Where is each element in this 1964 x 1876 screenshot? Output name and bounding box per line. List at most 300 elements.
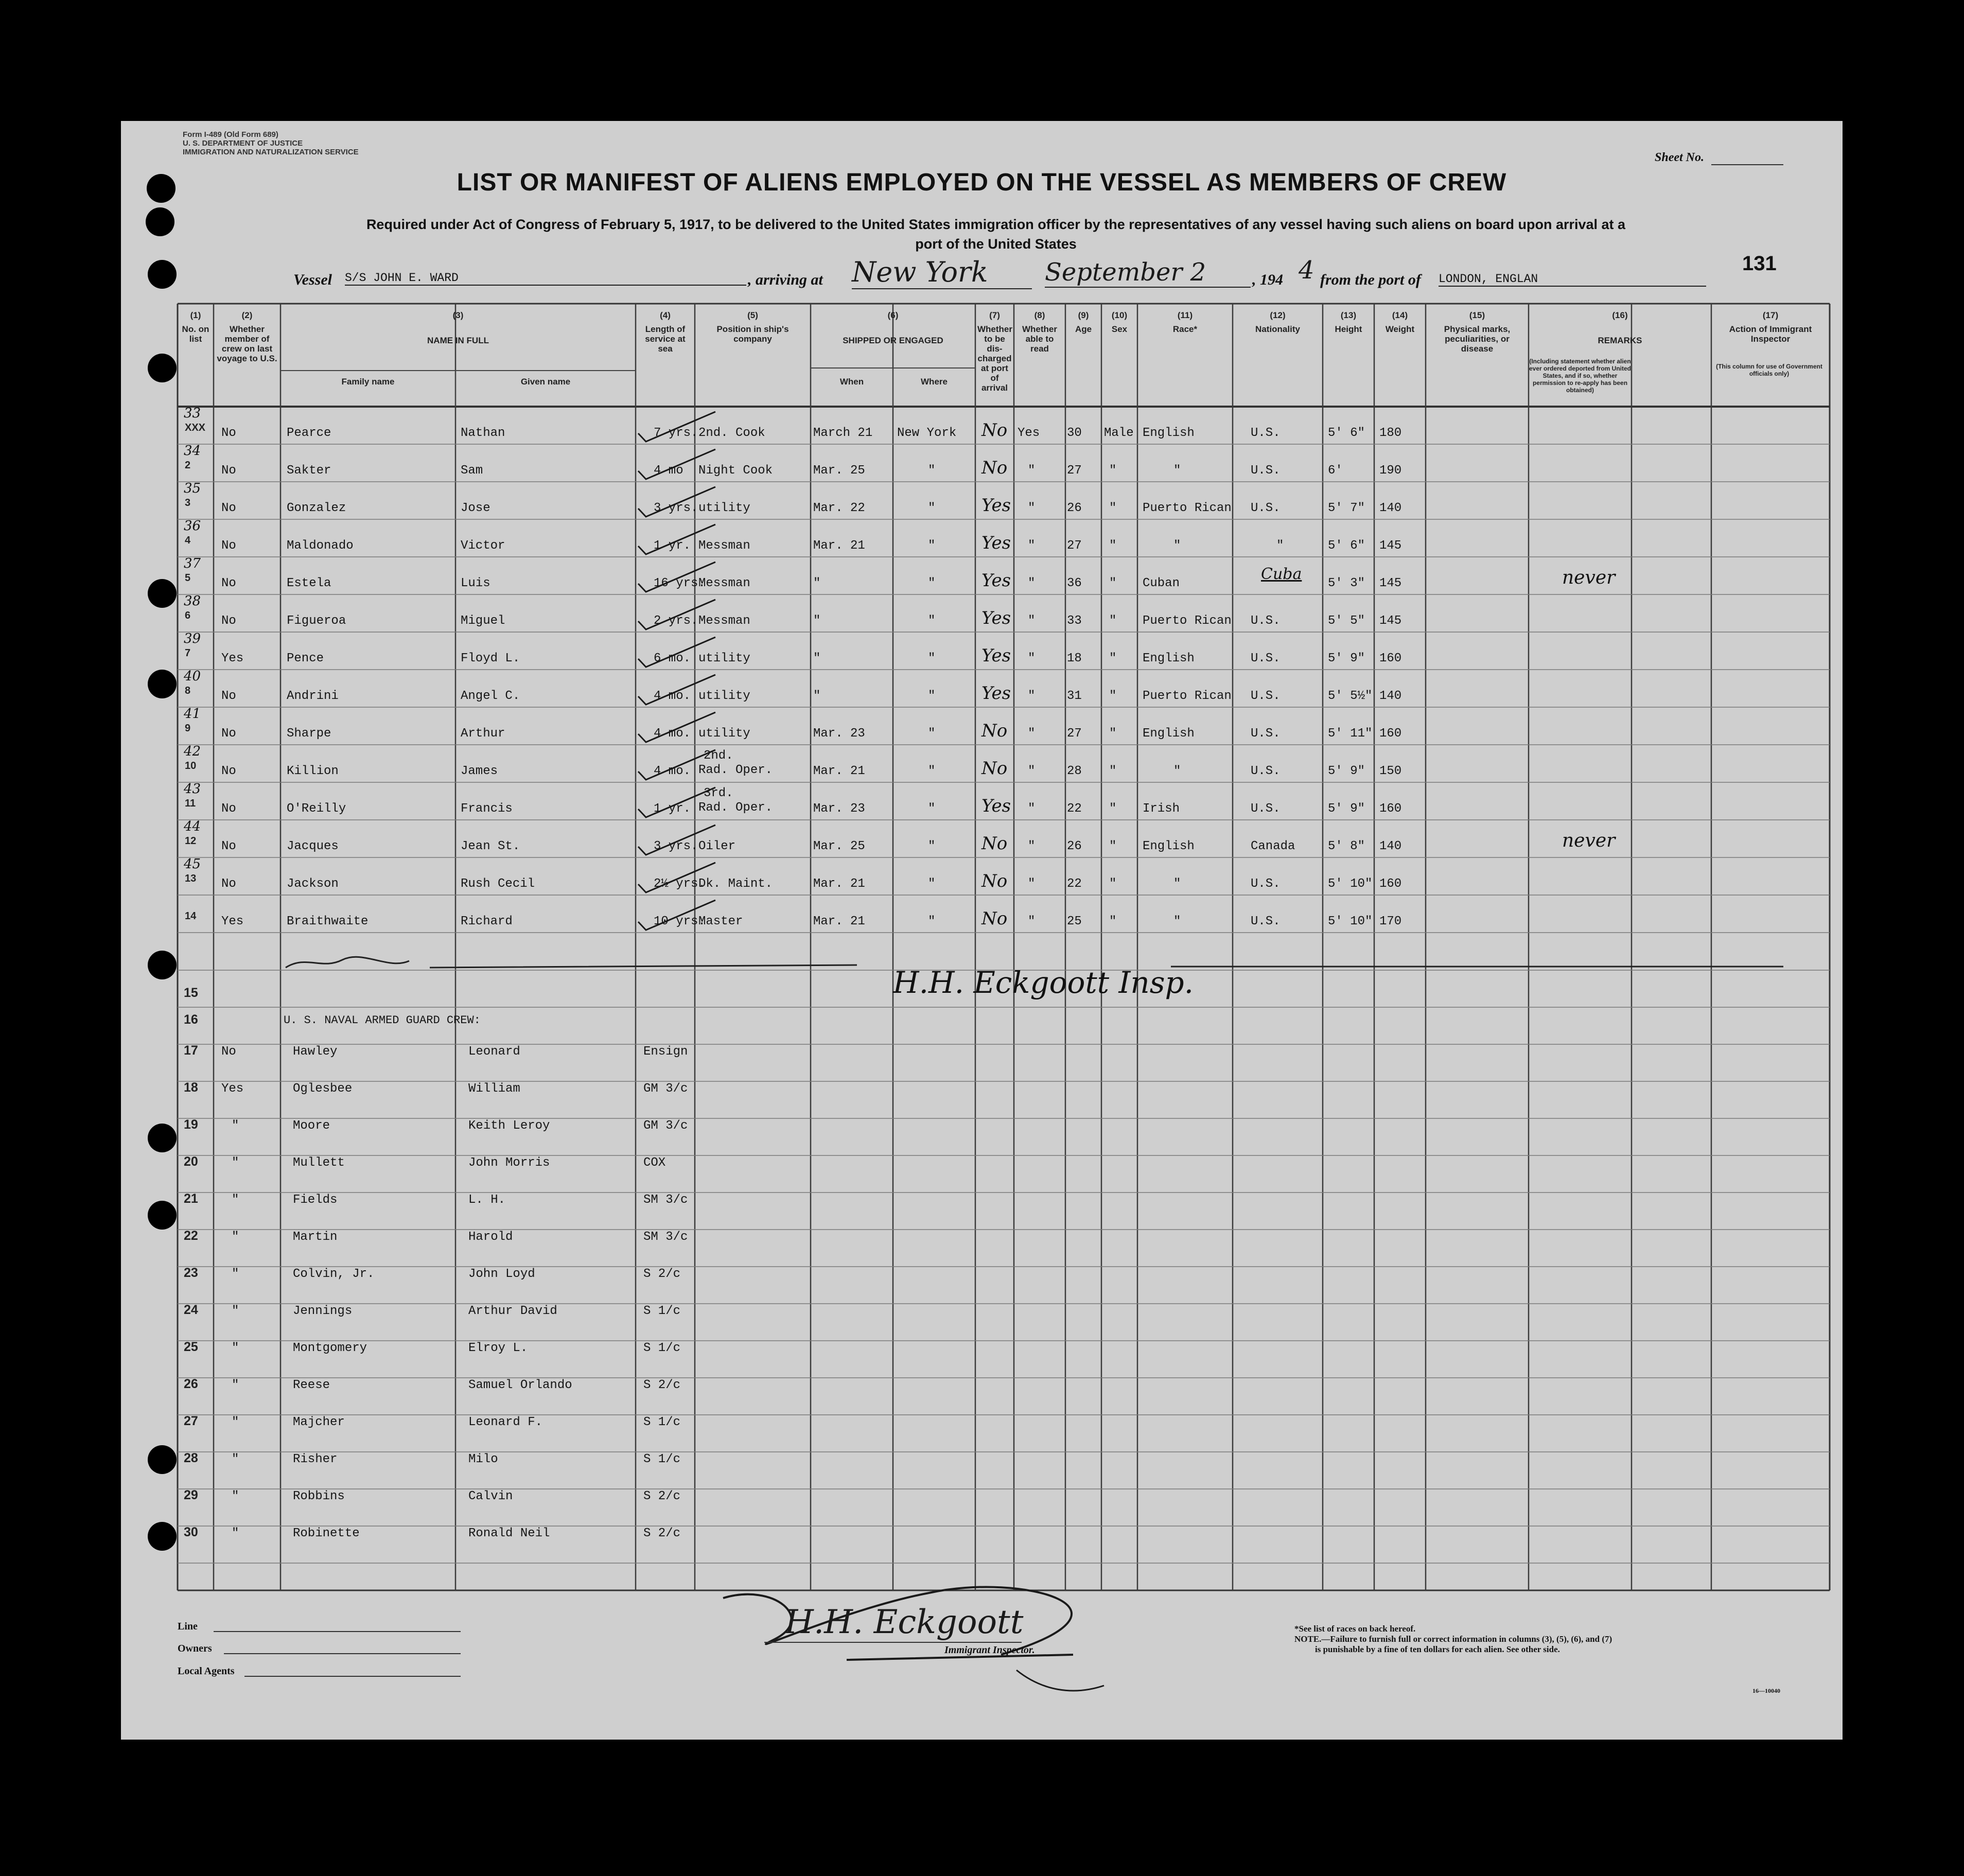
action-note: (This column for use of Government officials only) xyxy=(1716,363,1822,377)
family-name: Killion xyxy=(287,764,339,778)
column-number: (6) xyxy=(887,310,899,320)
family-name: Jacques xyxy=(287,839,339,853)
shipped-where: " xyxy=(928,501,936,515)
column-number: (17) xyxy=(1762,310,1779,320)
given-name: Francis xyxy=(461,802,513,816)
original-number: 5 xyxy=(185,572,191,584)
given-name: Milo xyxy=(468,1452,498,1466)
given-name: Keith Leroy xyxy=(468,1119,550,1133)
length-of-service: 1 yr. xyxy=(654,802,691,816)
footer-notes xyxy=(1294,1624,1768,1655)
able-to-read: " xyxy=(1028,539,1036,553)
column-header xyxy=(1711,310,1830,344)
column-number: (2) xyxy=(241,310,253,320)
original-number: 2 xyxy=(185,460,191,471)
position: 2nd. xyxy=(704,749,733,763)
given-name: Luis xyxy=(461,576,490,590)
shipped-where: " xyxy=(928,539,936,553)
discharged: No xyxy=(981,908,1008,929)
last-voyage: " xyxy=(232,1267,239,1281)
able-to-read: " xyxy=(1028,652,1036,665)
length-of-service: 1 yr. xyxy=(654,539,691,553)
column-label: Weight xyxy=(1385,324,1415,334)
row-number: 16 xyxy=(184,1012,198,1027)
shipped-when: " xyxy=(813,689,821,703)
age: 26 xyxy=(1067,501,1082,515)
given-name: Ronald Neil xyxy=(468,1527,550,1540)
discharged: Yes xyxy=(981,608,1011,628)
service: IMMIGRATION AND NATURALIZATION SERVICE xyxy=(183,148,359,156)
family-name: Figueroa xyxy=(287,614,346,628)
able-to-read: " xyxy=(1028,614,1036,628)
sex: " xyxy=(1109,877,1117,891)
family-name: Colvin, Jr. xyxy=(293,1267,375,1281)
sex: " xyxy=(1109,464,1117,478)
list-number: 45 xyxy=(184,856,201,872)
position: Night Cook xyxy=(698,464,773,478)
able-to-read: " xyxy=(1028,877,1036,891)
list-number: 33 xyxy=(184,406,201,421)
family-name: Robinette xyxy=(293,1527,360,1540)
age: 33 xyxy=(1067,614,1082,628)
sheet-no-label: Sheet No. xyxy=(1655,151,1704,164)
nationality: U.S. xyxy=(1251,426,1281,440)
column-label: SHIPPED OR ENGAGED xyxy=(843,336,943,345)
able-to-read: " xyxy=(1028,464,1036,478)
family-name: Robbins xyxy=(293,1489,345,1503)
column-number: (3) xyxy=(452,310,464,320)
shipped-when: Mar. 23 xyxy=(813,802,865,816)
race: Puerto Rican xyxy=(1143,614,1232,628)
column-label: Whether to be dis-charged at port of arrival xyxy=(977,324,1012,393)
family-name: Fields xyxy=(293,1193,338,1207)
list-number: 34 xyxy=(184,443,201,459)
from-port: LONDON, ENGLAN xyxy=(1439,272,1706,287)
original-number: 4 xyxy=(185,535,191,546)
family-name: Risher xyxy=(293,1452,338,1466)
position-detail: Rad. Oper. xyxy=(698,801,773,815)
column-label: Whether able to read xyxy=(1022,324,1057,354)
last-voyage: " xyxy=(232,1378,239,1392)
height: 5' 8" xyxy=(1328,839,1365,853)
column-header xyxy=(1137,310,1233,334)
column-label: No. on list xyxy=(182,324,209,344)
family-name: Martin xyxy=(293,1230,338,1244)
column-header xyxy=(1529,310,1711,345)
column-number: (1) xyxy=(190,310,201,320)
manifest-sheet xyxy=(121,121,1843,1740)
nationality: U.S. xyxy=(1251,464,1281,478)
height: 5' 9" xyxy=(1328,764,1365,778)
last-voyage: No xyxy=(221,727,236,741)
position: Messman xyxy=(698,614,750,628)
last-voyage: No xyxy=(221,1045,236,1059)
nationality: U.S. xyxy=(1251,877,1281,891)
family-name: Jackson xyxy=(287,877,339,891)
rating: GM 3/c xyxy=(643,1082,688,1096)
position: utility xyxy=(698,689,750,703)
able-to-read: " xyxy=(1028,727,1036,741)
last-voyage: " xyxy=(232,1119,239,1133)
sex: " xyxy=(1109,501,1117,515)
last-voyage: " xyxy=(232,1489,239,1503)
weight: 190 xyxy=(1379,464,1402,478)
length-of-service: 4 mo. xyxy=(654,689,691,703)
original-number: 12 xyxy=(185,835,197,847)
row-number: 30 xyxy=(184,1525,198,1539)
race: Irish xyxy=(1143,802,1180,816)
shipped-when: Mar. 21 xyxy=(813,877,865,891)
able-to-read: " xyxy=(1028,501,1036,515)
column-header xyxy=(1233,310,1323,334)
column-number: (13) xyxy=(1340,310,1357,320)
column-label: Race* xyxy=(1172,324,1198,334)
line-field xyxy=(214,1631,461,1632)
last-voyage: " xyxy=(232,1304,239,1318)
length-of-service: 4 mo. xyxy=(654,764,691,778)
height: 6' xyxy=(1328,464,1343,478)
position: utility xyxy=(698,727,750,741)
last-voyage: Yes xyxy=(221,915,244,928)
given-name: Harold xyxy=(468,1230,513,1244)
age: 18 xyxy=(1067,652,1082,665)
race: English xyxy=(1143,652,1195,665)
form-title: LIST OR MANIFEST OF ALIENS EMPLOYED ON THE VESSEL AS MEMBERS OF CREW xyxy=(457,169,1507,196)
column-number: (14) xyxy=(1392,310,1408,320)
family-name: Jennings xyxy=(293,1304,353,1318)
sex: " xyxy=(1109,539,1117,553)
given-name: Sam xyxy=(461,464,483,478)
row-number: 28 xyxy=(184,1451,198,1465)
weight: 180 xyxy=(1379,426,1402,440)
discharged: Yes xyxy=(981,533,1011,553)
nationality: U.S. xyxy=(1251,501,1281,515)
race: " xyxy=(1173,539,1181,553)
column-header xyxy=(695,310,811,344)
given-name: Jean St. xyxy=(461,839,520,853)
column-label: Length of service at sea xyxy=(645,324,686,354)
last-voyage: " xyxy=(232,1415,239,1429)
able-to-read: " xyxy=(1028,915,1036,928)
subtitle-line-1: Required under Act of Congress of February 5, 1917, to be delivered to the United States immigration officer by the representatives of any vessel having such aliens on board upon arrival at a xyxy=(366,217,1626,232)
able-to-read: " xyxy=(1028,689,1036,703)
shipped-when: " xyxy=(813,614,821,628)
shipped-when: Mar. 21 xyxy=(813,915,865,928)
inspector-label: Immigrant Inspector. xyxy=(944,1644,1035,1656)
given-name: Angel C. xyxy=(461,689,520,703)
given-name: John Loyd xyxy=(468,1267,535,1281)
list-number: 38 xyxy=(184,593,201,609)
original-number: 10 xyxy=(185,760,197,772)
column-header xyxy=(1065,310,1101,334)
height: 5' 9" xyxy=(1328,652,1365,665)
family-name: Majcher xyxy=(293,1415,345,1429)
original-number: XXX xyxy=(185,422,206,433)
position: 3rd. xyxy=(704,786,733,800)
family-name: Pearce xyxy=(287,426,331,440)
position: utility xyxy=(698,501,750,515)
race: " xyxy=(1173,464,1181,478)
sex: " xyxy=(1109,839,1117,853)
sex: " xyxy=(1109,764,1117,778)
column-number: (7) xyxy=(989,310,1000,320)
last-voyage: No xyxy=(221,426,236,440)
penalty-note-1: NOTE.—Failure to furnish full or correct information in columns (3), (5), (6), and (7) xyxy=(1294,1634,1612,1644)
rating: S 1/c xyxy=(643,1304,681,1318)
length-of-service: 3 yrs. xyxy=(654,501,698,515)
column-label: Nationality xyxy=(1255,324,1300,334)
given-name-header: Given name xyxy=(520,377,571,387)
rating: S 2/c xyxy=(643,1378,681,1392)
given-name: L. H. xyxy=(468,1193,506,1207)
last-voyage: No xyxy=(221,576,236,590)
arriving-label: , arriving at xyxy=(748,271,823,288)
column-header xyxy=(811,310,975,345)
discharged: Yes xyxy=(981,495,1011,516)
last-voyage: No xyxy=(221,464,236,478)
year-label: , 194 xyxy=(1252,271,1283,288)
age: 27 xyxy=(1067,539,1082,553)
length-of-service: 3 yrs. xyxy=(654,839,698,853)
column-header xyxy=(1374,310,1426,334)
shipped-when: Mar. 21 xyxy=(813,764,865,778)
last-voyage: No xyxy=(221,501,236,515)
family-name: Maldonado xyxy=(287,539,354,553)
column-number: (9) xyxy=(1078,310,1089,320)
given-name: James xyxy=(461,764,498,778)
original-number: 8 xyxy=(185,685,191,696)
nationality: U.S. xyxy=(1251,652,1281,665)
family-name: Sharpe xyxy=(287,727,331,741)
list-number: 44 xyxy=(184,819,201,834)
discharged: No xyxy=(981,871,1008,891)
race: " xyxy=(1173,915,1181,928)
last-voyage: No xyxy=(221,877,236,891)
rating: S 2/c xyxy=(643,1267,681,1281)
length-of-service: 2 yrs. xyxy=(654,614,698,628)
last-voyage: No xyxy=(221,764,236,778)
length-of-service: 10 yrs. xyxy=(654,915,706,928)
discharged: Yes xyxy=(981,570,1011,591)
height: 5' 6" xyxy=(1328,539,1365,553)
age: 28 xyxy=(1067,764,1082,778)
race: Cuban xyxy=(1143,576,1180,590)
column-number: (12) xyxy=(1270,310,1286,320)
family-name: Braithwaite xyxy=(287,915,369,928)
given-name: Leonard xyxy=(468,1045,520,1059)
race: " xyxy=(1173,764,1181,778)
rating: SM 3/c xyxy=(643,1193,688,1207)
weight: 145 xyxy=(1379,576,1402,590)
weight: 160 xyxy=(1379,727,1402,741)
shipped-when: Mar. 25 xyxy=(813,839,865,853)
given-name: William xyxy=(468,1082,520,1096)
original-number: 9 xyxy=(185,723,191,734)
column-number: (5) xyxy=(747,310,758,320)
last-voyage: No xyxy=(221,689,236,703)
age: 31 xyxy=(1067,689,1082,703)
discharged: Yes xyxy=(981,683,1011,704)
age: 22 xyxy=(1067,802,1082,816)
family-name-header: Family name xyxy=(341,377,395,387)
column-label: Height xyxy=(1335,324,1362,334)
rating: SM 3/c xyxy=(643,1230,688,1244)
nationality: U.S. xyxy=(1251,614,1281,628)
last-voyage: " xyxy=(232,1193,239,1207)
from-port-label: from the port of xyxy=(1320,271,1421,288)
column-number: (10) xyxy=(1111,310,1128,320)
discharged: No xyxy=(981,833,1008,854)
height: 5' 10" xyxy=(1328,915,1373,928)
family-name: Pence xyxy=(287,652,324,665)
family-name: Hawley xyxy=(293,1045,338,1059)
column-header xyxy=(214,310,280,363)
column-number: (4) xyxy=(660,310,671,320)
discharged: No xyxy=(981,758,1008,779)
weight: 145 xyxy=(1379,539,1402,553)
form-id: Form I-489 (Old Form 689) xyxy=(183,130,278,139)
column-header xyxy=(280,310,636,345)
arrival-date: September 2 xyxy=(1045,258,1251,288)
able-to-read: Yes xyxy=(1018,426,1040,440)
shipped-where: " xyxy=(928,652,936,665)
race: Puerto Rican xyxy=(1143,501,1232,515)
weight: 170 xyxy=(1379,915,1402,928)
list-number: 40 xyxy=(184,669,201,684)
height: 5' 10" xyxy=(1328,877,1373,891)
age: 25 xyxy=(1067,915,1082,928)
shipped-when: Mar. 22 xyxy=(813,501,865,515)
remarks-note: (Including statement whether alien ever ordered deported from United States, and if so, whether permission to re-apply has been obtained) xyxy=(1529,358,1632,394)
races-note: *See list of races on back hereof. xyxy=(1294,1624,1416,1634)
subtitle-line-2: port of the United States xyxy=(915,236,1077,252)
sex: " xyxy=(1109,802,1117,816)
shipped-when: Mar. 25 xyxy=(813,464,865,478)
last-voyage: No xyxy=(221,839,236,853)
height: 5' 9" xyxy=(1328,802,1365,816)
row-number: 21 xyxy=(184,1191,198,1206)
race: English xyxy=(1143,839,1195,853)
length-of-service: 2½ yrs. xyxy=(654,877,706,891)
list-number: 36 xyxy=(184,518,201,534)
column-header xyxy=(975,310,1014,393)
length-of-service: 7 yrs. xyxy=(654,426,698,440)
family-name: Andrini xyxy=(287,689,339,703)
position: Dk. Maint. xyxy=(698,877,773,891)
nationality: U.S. xyxy=(1251,727,1281,741)
given-name: Jose xyxy=(461,501,490,515)
height: 5' 7" xyxy=(1328,501,1365,515)
last-voyage: No xyxy=(221,802,236,816)
discharged: Yes xyxy=(981,645,1011,666)
sex: " xyxy=(1109,652,1117,665)
age: 26 xyxy=(1067,839,1082,853)
position: Messman xyxy=(698,576,750,590)
length-of-service: 16 yrs. xyxy=(654,576,706,590)
print-code: 16—10040 xyxy=(1752,1687,1780,1694)
row-number: 20 xyxy=(184,1154,198,1169)
height: 5' 5" xyxy=(1328,614,1365,628)
given-name: Miguel xyxy=(461,614,505,628)
when-header: When xyxy=(839,377,864,387)
remarks: never xyxy=(1562,567,1616,588)
discharged: Yes xyxy=(981,796,1011,816)
discharged: No xyxy=(981,420,1008,441)
rating: S 2/c xyxy=(643,1527,681,1540)
last-voyage: " xyxy=(232,1527,239,1540)
original-number: 3 xyxy=(185,497,191,509)
given-name: Victor xyxy=(461,539,505,553)
penalty-note-2: is punishable by a fine of ten dollars for each alien. See other side. xyxy=(1315,1644,1560,1654)
rating: Ensign xyxy=(643,1045,688,1059)
position: utility xyxy=(698,652,750,665)
shipped-when: " xyxy=(813,576,821,590)
last-voyage: " xyxy=(232,1452,239,1466)
family-name: Gonzalez xyxy=(287,501,346,515)
row-number: 26 xyxy=(184,1377,198,1391)
column-label: REMARKS xyxy=(1598,336,1642,345)
rating: S 1/c xyxy=(643,1452,681,1466)
row-number: 17 xyxy=(184,1043,198,1058)
original-number: 11 xyxy=(185,798,196,809)
vessel-name: S/S JOHN E. WARD xyxy=(345,271,746,286)
column-header xyxy=(1014,310,1065,354)
sex: " xyxy=(1109,727,1117,741)
column-label: NAME IN FULL xyxy=(427,336,489,345)
column-label: Whether member of crew on last voyage to U.S. xyxy=(217,324,277,363)
shipped-where: " xyxy=(928,576,936,590)
race: " xyxy=(1173,877,1181,891)
given-name: Elroy L. xyxy=(468,1341,528,1355)
last-voyage: Yes xyxy=(221,652,244,665)
column-label: Age xyxy=(1075,324,1092,334)
height: 5' 5½" xyxy=(1328,689,1373,703)
race: English xyxy=(1143,727,1195,741)
shipped-when: Mar. 23 xyxy=(813,727,865,741)
row-number: 23 xyxy=(184,1266,198,1280)
sex: " xyxy=(1109,689,1117,703)
rating: COX xyxy=(643,1156,666,1170)
row-number: 27 xyxy=(184,1414,198,1428)
naval-crew-heading: U. S. NAVAL ARMED GUARD CREW: xyxy=(284,1014,481,1027)
column-header xyxy=(636,310,695,354)
local-agents-label: Local Agents xyxy=(178,1665,235,1677)
shipped-when: Mar. 21 xyxy=(813,539,865,553)
list-number: 43 xyxy=(184,781,201,797)
column-label: Action of Immigrant Inspector xyxy=(1729,324,1812,344)
original-number: 14 xyxy=(185,910,197,922)
weight: 145 xyxy=(1379,614,1402,628)
shipped-where: New York xyxy=(897,426,957,440)
list-number: 37 xyxy=(184,556,201,571)
age: 27 xyxy=(1067,464,1082,478)
given-name: Arthur David xyxy=(468,1304,557,1318)
age: 27 xyxy=(1067,727,1082,741)
department: U. S. DEPARTMENT OF JUSTICE xyxy=(183,139,303,148)
arrival-port: New York xyxy=(852,256,1032,289)
weight: 140 xyxy=(1379,689,1402,703)
sex: Male xyxy=(1104,426,1134,440)
page-number: 131 xyxy=(1742,252,1777,275)
remarks: never xyxy=(1562,830,1616,851)
family-name: Oglesbee xyxy=(293,1082,353,1096)
nationality: Cuba xyxy=(1261,565,1302,583)
able-to-read: " xyxy=(1028,576,1036,590)
line-label: Line xyxy=(178,1621,198,1632)
nationality: U.S. xyxy=(1251,802,1281,816)
shipped-where: " xyxy=(928,764,936,778)
row-number: 15 xyxy=(184,986,198,1000)
